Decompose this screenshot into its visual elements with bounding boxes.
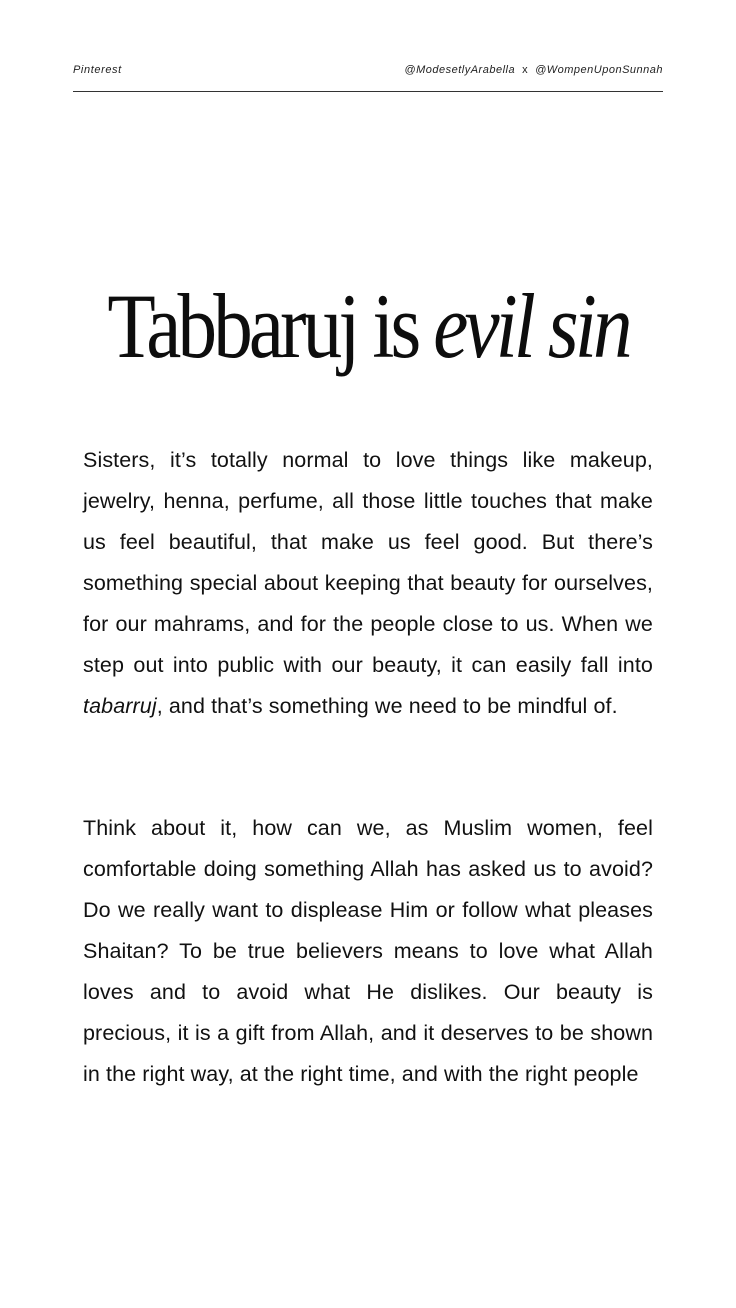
paragraph-1-text-b: , and that’s something we need to be mindful of. (156, 693, 618, 718)
body-paragraph-1 (83, 440, 653, 727)
paragraph-1-text-a: Sisters, it’s totally normal to love things like makeup, jewelry, henna, perfume, all those little touches that make us feel beautiful, that make us feel good. But there’s something special about keeping that beauty for ourselves, for our mahrams, and for the people close to us. When we step out into public with our beauty, it can easily fall into (83, 447, 653, 677)
handle-separator: x (522, 64, 529, 76)
body-paragraph-2: Think about it, how can we, as Muslim women, feel comfortable doing something Allah has asked us to avoid? Do we really want to displease Him or follow what pleases Shaitan? To be true believers means to love what Allah loves and to avoid what He dislikes. Our beauty is precious, it is a gift from Allah, and it deserves to be shown in the right way, at the right time, and with the right people (83, 815, 653, 1086)
title-regular-part: Tabbaruj is (107, 275, 434, 377)
handle-one: @ModesetlyArabella (404, 64, 516, 76)
page-header (73, 62, 663, 92)
handle-two: @WompenUponSunnah (535, 64, 663, 76)
title-italic-part: evil sin (433, 275, 629, 377)
credit-handles (404, 64, 663, 76)
paragraph-1-italic-term: tabarruj (83, 693, 157, 718)
page-title (52, 276, 685, 376)
source-label: Pinterest (73, 64, 122, 76)
